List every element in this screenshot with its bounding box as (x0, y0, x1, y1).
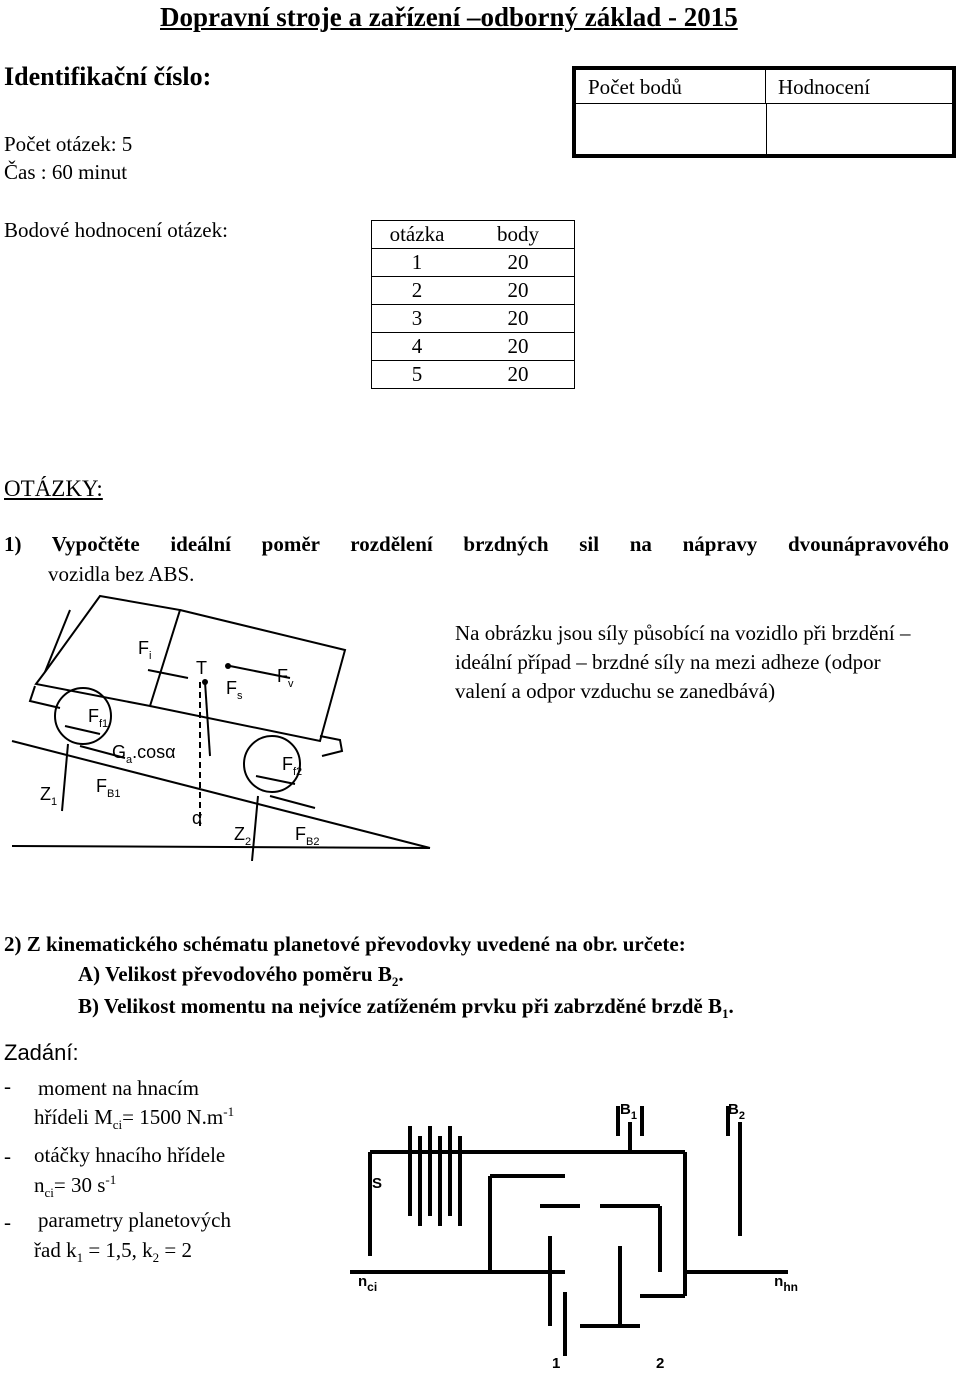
ground-line (12, 846, 430, 848)
points-cell: 20 (462, 249, 575, 277)
question-1-text: 1) Vypočtěte ideální poměr rozdělení brzdných sil na nápravy dvounápravového (4, 532, 949, 556)
question-count: Počet otázek: 5 (4, 132, 133, 156)
score-box (572, 66, 956, 158)
question-2-part-a: A) Velikost převodového poměru $B_2$. (78, 962, 404, 990)
points-table (371, 220, 575, 389)
ff1-label: $F_{f1}$ (88, 706, 109, 730)
front-wheel (55, 688, 111, 744)
given-item-3-dash: - (4, 1210, 11, 1234)
points-cell: 20 (462, 333, 575, 361)
table-header-row (372, 221, 575, 249)
z2-reaction-arrow (252, 796, 258, 861)
column-header: otázka (372, 221, 463, 249)
z1-label: $Z_1$ (40, 784, 58, 808)
question-number-cell: 5 (372, 361, 463, 389)
z2-label: $Z_2$ (234, 824, 252, 848)
brake-b1-label: $B_1$ (620, 1101, 637, 1122)
table-row (372, 249, 575, 277)
table-row (372, 361, 575, 389)
question-number-cell: 3 (372, 305, 463, 333)
rating-header: Hodnocení (766, 70, 952, 104)
question-2-part-b: B) Velikost momentu na nejvíce zatíženém prvku při zabrzděné brzdě $B_1$. (78, 994, 734, 1022)
table-row (372, 333, 575, 361)
planetary-gearbox-diagram (340, 1096, 800, 1372)
inertia-force-arrow (148, 670, 188, 678)
score-divider (766, 104, 767, 154)
brake-b2-label: $B_2$ (728, 1101, 745, 1122)
question-1-text-continued: vozidla bez ABS. (48, 562, 195, 586)
planetary-set-2-label: 2 (656, 1355, 665, 1372)
given-item-2-line-2: $n_{ci}= 30$ $s^{-1}$ (34, 1172, 117, 1201)
planetary-set-1-label: 1 (552, 1355, 561, 1372)
scoring-label: Bodové hodnocení otázek: (4, 218, 228, 242)
question-number-cell: 4 (372, 333, 463, 361)
fb2-label: $F_{B2}$ (295, 824, 320, 848)
given-item-1-line-1: moment na hnacím (38, 1076, 199, 1100)
clutch-s-label: S (372, 1175, 383, 1192)
question-1-description: Na obrázku jsou síly působící na vozidlo při brzdění – ideální případ – brzdné síly na mezi adheze (odpor valení a odpor vzduchu se zanedbává) (455, 621, 911, 703)
given-item-3-line-1: parametry planetových (38, 1208, 231, 1232)
output-speed-label: $n_{hn}$ (774, 1273, 798, 1294)
fv-label: $F_v$ (277, 666, 294, 690)
given-item-2-dash: - (4, 1144, 11, 1168)
question-number-cell: 2 (372, 277, 463, 305)
time-limit: Čas : 60 minut (4, 160, 128, 184)
points-cell: 20 (462, 361, 575, 389)
cab-outline (36, 596, 180, 706)
fb1-label: $F_{B1}$ (96, 776, 121, 800)
given-item-2-line-1: otáčky hnacího hřídele (34, 1143, 226, 1167)
points-cell: 20 (462, 277, 575, 305)
braking-vehicle-diagram (0, 586, 440, 861)
given-item-1-line-2: hřídeli $M_{ci}= 1500$ $N.m^{-1}$ (34, 1104, 235, 1133)
ga-label: $G_a.\cos\alpha$ (112, 742, 176, 766)
fb2-brake-arrow (270, 796, 315, 808)
table-row (372, 277, 575, 305)
input-speed-label: $n_{ci}$ (358, 1273, 378, 1294)
given-item-1-dash: - (4, 1074, 11, 1098)
front-bumper (30, 686, 60, 708)
ff2-roll-arrow (256, 776, 295, 784)
fi-label: $F_i$ (138, 638, 152, 662)
question-number-cell: 1 (372, 249, 463, 277)
questions-heading: OTÁZKY: (4, 476, 103, 501)
road-slope (12, 741, 430, 848)
t-label: T (196, 658, 207, 678)
points-cell: 20 (462, 305, 575, 333)
question-2-text: 2) Z kinematického schématu planetové převodovky uvedené na obr. určete: (4, 932, 686, 956)
center-of-gravity (202, 679, 208, 685)
ff2-label: $F_{f2}$ (282, 754, 303, 778)
aero-center (225, 663, 231, 669)
given-label: Zadání: (4, 1040, 79, 1065)
identification-label: Identifikační číslo: (4, 62, 212, 91)
ff1-roll-arrow (65, 726, 100, 734)
rear-bumper (320, 736, 342, 756)
fs-label: $F_s$ (226, 678, 243, 702)
column-header: body (462, 221, 575, 249)
page-title: Dopravní stroje a zařízení –odborný základ - 2015 (160, 2, 738, 32)
alpha-label: α (192, 808, 203, 828)
points-header: Počet bodů (576, 70, 766, 104)
table-row (372, 305, 575, 333)
given-item-3-line-2: řad $k_1 = 1,5$, $k_2 = 2$ (34, 1238, 193, 1266)
